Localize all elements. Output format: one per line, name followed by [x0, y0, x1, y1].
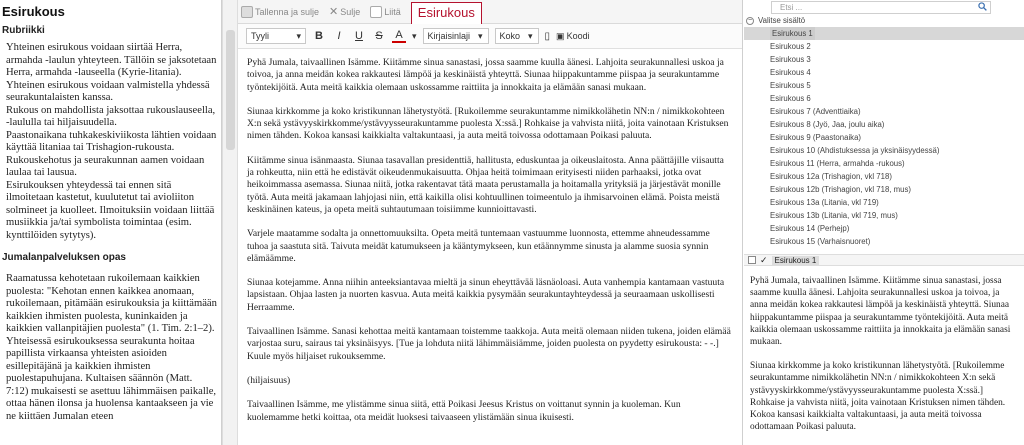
close-icon: ✕ [329, 6, 339, 18]
content-paragraph: Taivaallinen Isämme, me ylistämme sinua siitä, että Poikasi Jeesus Kristus on voittanut synnin ja kuoleman. Kun kuolemamme hetki koittaa, ota meidät luoksesi taivaaseen ylistämään sinua ikuisesti. [247, 399, 681, 423]
style-label: Tyyli [251, 31, 269, 41]
tree-item[interactable]: Esirukous 10 (Ahdistuksessa ja yksinäisyydessä) [770, 146, 940, 155]
save-close-button[interactable] [241, 6, 319, 18]
tree-item[interactable]: Esirukous 12a (Trishagion, vkl 718) [770, 172, 892, 181]
font-label: Kirjaisinlaji [427, 31, 471, 41]
content-paragraph: Kiitämme sinua isänmaasta. Siunaa tasavallan presidenttiä, hallitusta, eduskuntaa ja oikeuslaitosta. Anna päättäjille viisautta ja rohkeutta, niin että he edistävät oikeudenmukaisuutta. Ohjaa heitä toimimaan erityisesti niiden parhaaksi, jotka ovat heikoimmassa asemassa. Siunaa niitä, jotka rakentavat tätä maata perustamalla ja hoitamalla yrityksiä ja järjestävät monille työtä. Auta meitä jakamaan lahjojasi niin, että kaikilla olisi kohtuullinen toimeentulo ja ihmisarvoinen elämä. Poista meistä keskinäinen kateus, ja opeta meitä suhtautumaan toisiimme kunnioittavasti. [247, 154, 724, 215]
document-title: Esirukous [411, 2, 482, 24]
preview-paragraph: Pyhä Jumala, taivaallinen Isämme. Kiitämme sinua sanastasi, jossa saamme kuulla äänesi. Lahjoita seurakunnallesi uskoa ja toivoa, ja anna meidän kokea rakkautesi lämpöä ja keskinäistä yhteyttä. Siunaa hiippakuntamme piispaa ja seurakuntamme työntekijöitä. Auta meitä kaikkia olemaan uskossamme raittiita ja innokkaita ja elämään sanasi mukaan. [750, 276, 1011, 348]
rubriikki-paragraph: Yhteinen esirukous voidaan siirtää Herra, armahda -laulun yhteyteen. Tällöin se jaksotetaan Herra, armahda -lauseella (Kyrie-litania). [6, 42, 217, 78]
tree-item[interactable]: Esirukous 3 [770, 55, 811, 64]
rubriikki-text [2, 42, 217, 242]
tree-item[interactable]: Esirukous 8 (Jyö, Jaa, joulu aika) [770, 120, 885, 129]
strikethrough-button[interactable]: S [375, 30, 383, 42]
rubriikki-paragraph: Rukous on mahdollista jaksottaa rukouslauseella, -laululla tai hiljaisuudella. [6, 104, 216, 128]
tree-item[interactable]: Esirukous 7 (Adventtiaika) [770, 107, 861, 116]
italic-button[interactable]: I [337, 30, 341, 42]
tree-item[interactable]: Esirukous 13b (Litania, vkl 719, mus) [770, 211, 898, 220]
paste-button[interactable] [370, 6, 401, 18]
tree-item[interactable]: Esirukous 11 (Herra, armahda -rukous) [770, 159, 905, 168]
size-label: Koko [499, 31, 521, 41]
tree-item[interactable]: Esirukous 6 [770, 94, 811, 103]
document-icon[interactable]: ▯ [544, 30, 551, 42]
close-label: Sulje [340, 6, 361, 17]
editor [238, 0, 743, 445]
tree-item[interactable]: Esirukous 12b (Trishagion, vkl 718, mus) [770, 185, 911, 194]
action-bar [238, 0, 742, 24]
tree-item[interactable]: Esirukous 4 [770, 68, 811, 77]
tree-item[interactable]: Esirukous 13a (Litania, vkl 719) [770, 198, 879, 207]
content-paragraph: Siunaa kirkkomme ja koko kristikunnan lähetystyötä. [Rukoilemme seurakuntamme nimikkolähetin NN:n / nimikkokohteen X:n sekä ystävyyskirkkomme/ystävyysseurakuntamme puolesta X:ssä.] Rohkaise ja vahvista niitä, joita vainotaan Kristuksen nimen tähden. Kokoa kansasi kaikkialta valtakuntaasi, ja auta meitä toivossa odottamaan Poikasi paluuta. [247, 105, 729, 142]
font-select[interactable] [423, 28, 489, 44]
tree-item[interactable]: Esirukous 5 [770, 81, 811, 90]
scrollbar-thumb[interactable] [226, 30, 235, 150]
check-icon[interactable]: ✓ [760, 254, 768, 265]
content-paragraph: (hiljaisuus) [247, 374, 291, 386]
chevron-down-icon: ▾ [296, 30, 301, 41]
selected-title: Esirukous 1 [772, 256, 820, 265]
collapse-icon[interactable]: − [747, 17, 753, 24]
search-icon[interactable] [978, 2, 987, 11]
opas-paragraph: Raamatussa kehotetaan rukoilemaan kaikkien puolesta: "Kehotan ennen kaikkea anomaan, rukoilemaan, pitämään esirukouksia ja kiittämään kaikkien ihmisten puolesta, kuninkaiden ja kaikkien vallanpitäjien puolesta" (1. Tim. 2:1–2). Yhteisessä esirukouksessa seurakunta hoitaa papillista virkaansa yhteisten asioiden esillepitäjänä ja kaikkien ihmisten puolestapuhujana. Kultaisen säännön (Matt. 7:12) mukaisesti se asettuu lähimmäisen paikalle, ottaa hänen ilonsa ja huolensa kantaakseen ja vie ne kiittäen Jumalan eteen [6, 273, 217, 422]
code-icon: ▣ [556, 30, 565, 41]
paste-icon [370, 6, 382, 18]
font-color-button[interactable]: A [392, 29, 406, 43]
paste-label: Liitä [384, 6, 401, 17]
rubriikki-paragraph: Yhteinen esirukous voidaan valmistella yhdessä seurakuntalaisten kanssa. [6, 79, 210, 103]
source-code-button[interactable] [556, 31, 590, 42]
style-select[interactable] [246, 28, 306, 44]
rubriikki-heading: Rubriikki [2, 25, 45, 36]
chevron-down-icon: ▾ [528, 30, 533, 41]
opas-heading: Jumalanpalveluksen opas [2, 252, 126, 263]
content-paragraph: Taivaallinen Isämme. Sanasi kehottaa meitä kantamaan toistemme taakkoja. Auta meitä olemaan niiden tukena, joiden elämää varjostaa suru, sairaus tai yksinäisyys. [Tue ja lohduta niitä lähimmäisiämme, joiden puolesta on pyydetty esirukousta: - -.] Kuule myös hiljaiset rukouksemme. [247, 326, 731, 362]
content-paragraph: Varjele maatamme sodalta ja onnettomuuksilta. Opeta meitä tuntemaan vastuumme luonnosta, ettemme ahneudessamme tuhoa ja saastuta sitä. Taivuta meidät katumukseen ja kääntymykseen, kun etäännymme sinusta ja alamme suosia synnin elämäämme. [247, 228, 710, 264]
code-label: Koodi [566, 31, 590, 41]
rubriikki-paragraph: Paastonaikana tuhkakeskiviikosta lähtien voidaan käyttää litaniaa tai Trishagion-rukousta. [6, 129, 217, 153]
tree-item[interactable]: Esirukous 2 [770, 42, 811, 51]
rubriikki-paragraph: Rukouskehotus ja seurakunnan aamen voidaan laulaa tai lausua. [6, 154, 205, 178]
tree-item[interactable]: Esirukous 14 (Perhejp) [770, 224, 850, 233]
close-button[interactable] [329, 5, 360, 18]
content-paragraph: Siunaa kotejamme. Anna niihin anteeksiantavaa mieltä ja sinun eheyttävää läsnäoloasi. Auta vanhempia kantamaan vastuuta lapsistaan. Ohjaa lasten ja nuorten kasvua. Auta meitä kaikkia pysymään seurakuntayhteydessä ja seuraamaan uskollisesti Herraamme. [247, 277, 725, 313]
scrollbar[interactable] [222, 0, 238, 445]
size-select[interactable] [495, 28, 539, 44]
format-toolbar [238, 24, 742, 49]
tree-item[interactable]: Esirukous 9 (Paastonaika) [770, 133, 862, 142]
chevron-down-icon[interactable]: ▾ [412, 30, 417, 41]
instructions-panel [0, 0, 222, 445]
save-close-label: Tallenna ja sulje [255, 6, 320, 17]
search-input[interactable]: Etsi ... [771, 1, 991, 14]
editor-content[interactable] [238, 49, 742, 445]
checkbox[interactable] [748, 256, 756, 264]
tree-root-label: Valitse sisältö [758, 16, 806, 25]
chevron-down-icon: ▾ [478, 30, 483, 41]
content-paragraph: Pyhä Jumala, taivaallinen Isämme. Kiitämme sinua sanastasi, jossa saamme kuulla äänesi. Lahjoita seurakunnallesi uskoa ja toivoa, ja anna meidän kokea rakkautesi lämpöä ja keskinäistä yhteyttä. Siunaa hiippakuntamme piispaa ja seurakuntamme työntekijöitä. Auta meitä kaikkia olemaan uskossamme raittiita ja innokkaita ja elämään sanasi mukaan. [247, 57, 724, 93]
content-picker [744, 0, 1024, 445]
opas-text [2, 273, 217, 423]
content-tree [744, 15, 1024, 248]
selected-bar [744, 254, 1024, 266]
tree-item[interactable]: Esirukous 1 [744, 27, 1024, 40]
save-icon [241, 6, 253, 18]
panel-title: Esirukous [2, 4, 65, 19]
tree-item[interactable]: Esirukous 15 (Varhaisnuoret) [770, 237, 871, 246]
bold-button[interactable]: B [315, 30, 323, 42]
preview-paragraph: Siunaa kirkkomme ja koko kristikunnan lähetystyötä. [Rukoilemme seurakuntamme nimikkolähetin NN:n / nimikkokohteen X:n sekä ystävyyskirkkomme/ystävyysseurakuntamme puolesta X:ssä.] Rohkaise ja vahvista niitä, joita vainotaan Kristuksen nimen tähden. Kokoa kansasi kaikkialta valtakuntaasi, ja auta meitä toivossa odottamaan Poikasi paluuta. [750, 361, 1006, 433]
tree-root[interactable] [744, 15, 1024, 27]
preview-text [750, 275, 1015, 445]
rubriikki-paragraph: Esirukouksen yhteydessä tai ennen sitä ilmoitetaan kastetut, kuulutetut tai avioliiton solmineet ja kuolleet. Ilmoituksiin voidaan liittää musiikkia ja/tai symbolista toimintaa (esim. kynttilöiden sytytys). [6, 179, 215, 241]
underline-button[interactable]: U [355, 30, 363, 42]
